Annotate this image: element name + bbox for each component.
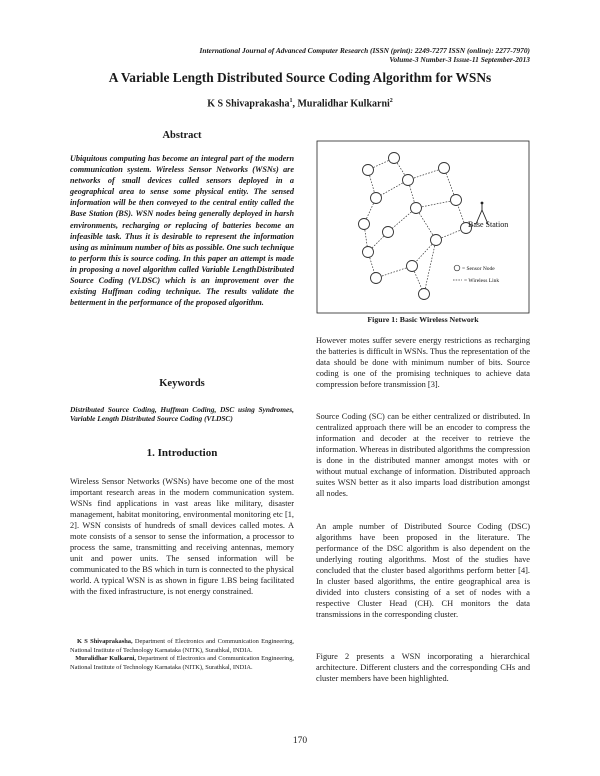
sensor-node — [403, 175, 414, 186]
affiliation-1-name: K S Shivaprakasha, — [76, 638, 133, 645]
right-paragraph-2: Source Coding (SC) can be either centralized or distributed. In centralized approach there will be an encoder to compress the information and decoder at the receiver to retrieve the information. Whereas in distributed algorithms the compression is done in the distributed manner amongst motes with or without mutual exchange of information. Distributed approach suites WSN better as it also imparts load distribution amongst all nodes. — [316, 412, 530, 498]
sensor-node — [419, 289, 430, 300]
abstract-text: Ubiquitous computing has become an integral part of the modern communication system. Wireless Sensor Networks (WSNs) are networks of small devices called sensors deployed in a geographical area to sense some physical entity. The sensed information will be then conveyed to the central entity called the Base Station (BS). WSN nodes being generally deployed in harsh environments, recharging or replacing of batteries become an infeasible task. Thus it is desirable to represent the information using as minimum number of bits as possible. One such technique to perform this is source coding. In this paper an attempt is made in proposing a novel algorithm called Variable LengthDistributed Source Coding (VLDSC) which is an improvement over the existing Huffman coding technique. The results validate the betterment in the performance of the proposed algorithm. — [70, 154, 294, 308]
right-paragraph-4: Figure 2 presents a WSN incorporating a hierarchical architecture. Different clusters and the corresponding CHs and cluster members have been highlighted. — [316, 652, 530, 683]
figure-caption: Figure 1: Basic Wireless Network — [367, 315, 479, 324]
legend-node-icon — [454, 265, 460, 271]
sensor-node — [451, 195, 462, 206]
base-station-label: Base Station — [468, 220, 509, 229]
legend-link-label: = Wireless Link — [464, 278, 500, 284]
introduction-text: Wireless Sensor Networks (WSNs) have become one of the most important research areas in the modern communication system. WSNs find applications in vast areas like military, disaster management, habitat monitoring, environmental monitoring etc [1, 2]. WSN consists of hundreds of small devices called motes. A mote consists of a sensor to sense the information, a processor to process the same, transmitting and receiving antennas, memory unit and power units. The sensed information will be communicated to the BS which in turn is connected to the physical world. A typical WSN is as shown in figure 1.BS being facilitated with the fixed infrastructure, is not energy constrained. — [70, 477, 294, 596]
page-number: 170 — [292, 736, 308, 746]
affiliation-1-text: Department of Electronics and Communication Engineering, National Institute of Technology Karnataka (NITK), Surathkal, INDIA. — [70, 638, 294, 654]
author-2-sup: 2 — [389, 98, 393, 104]
author-1: K S Shivaprakasha — [207, 98, 290, 110]
journal-header: International Journal of Advanced Computer Research (ISSN (print): 2249-7277 ISSN (online): 2277-7970) — [199, 46, 530, 55]
sensor-node — [439, 163, 450, 174]
author-separator: , — [292, 98, 298, 110]
sensor-nodes — [359, 153, 472, 300]
sensor-node — [389, 153, 400, 164]
affiliations — [70, 638, 294, 672]
sensor-node — [363, 247, 374, 258]
affiliation-2 — [70, 655, 294, 672]
right-paragraph-3: An ample number of Distributed Source Coding (DSC) algorithms have been proposed in the literature. The performance of the DSC algorithm is also dependent on the underlying routing algorithms. Most of the studies have concluded that the cluster based algorithms perform better [4]. In cluster based algorithms, the entire geographical area is divided into clusters consisting of a set of nodes with a respective Cluster Head (CH). CH monitors the data transmissions in the corresponding cluster. — [316, 522, 530, 619]
authors — [0, 98, 600, 109]
sensor-node — [359, 219, 370, 230]
legend-node-label: = Sensor Node — [462, 266, 495, 272]
sensor-node — [411, 203, 422, 214]
affiliation-1 — [70, 638, 294, 655]
keywords-text: Distributed Source Coding, Huffman Coding, DSC using Syndromes, Variable Length Distributed Source Coding (VLDSC) — [70, 405, 294, 424]
affiliation-2-name: Muralidhar Kulkarni, — [75, 655, 137, 663]
affiliation-2-text: Department of Electronics and Communication Engineering, National Institute of Technology Karnataka (NITK), Surathkal, INDIA. — [70, 655, 295, 671]
sensor-node — [383, 227, 394, 238]
wireless-network-figure — [316, 140, 530, 314]
sensor-node — [371, 193, 382, 204]
introduction-heading: 1. Introduction — [146, 447, 218, 459]
author-2: Muralidhar Kulkarni — [297, 98, 390, 110]
paper-title: A Variable Length Distributed Source Coding Algorithm for WSNs — [108, 70, 492, 85]
sensor-node — [363, 165, 374, 176]
author-1-sup: 1 — [289, 98, 293, 104]
abstract-heading: Abstract — [162, 130, 202, 141]
right-paragraph-1: However motes suffer severe energy restrictions as recharging the batteries is difficult in WSNs. Thus the representation of the data should be done with minimum number of bits. Source coding is one of the promising techniques to achieve data compression before transmission [3]. — [316, 336, 530, 389]
keywords-heading: Keywords — [159, 378, 205, 389]
journal-issue: Volume-3 Number-3 Issue-11 September-2013 — [389, 55, 530, 64]
figure-legend — [453, 265, 499, 284]
sensor-node — [431, 235, 442, 246]
sensor-node — [371, 273, 382, 284]
sensor-node — [407, 261, 418, 272]
